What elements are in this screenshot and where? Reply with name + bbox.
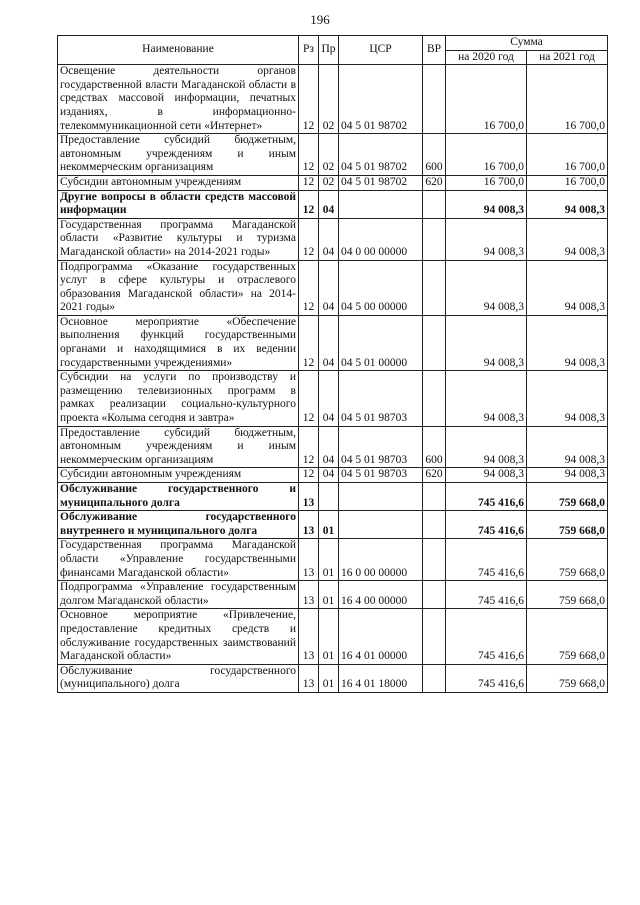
table-row — [58, 468, 608, 483]
row-name: Подпрограмма «Оказание государственных услуг в сфере культуры и отраслевого образования Магаданской области» на 2014-2021 годы» — [58, 260, 299, 315]
row-rz: 12 — [299, 218, 319, 260]
row-sum-2021: 759 668,0 — [527, 581, 608, 609]
row-name: Обслуживание государственного и муниципального долга — [58, 483, 299, 511]
row-sum-2021: 16 700,0 — [527, 65, 608, 134]
table-row — [58, 175, 608, 190]
row-rz: 13 — [299, 539, 319, 581]
header-name: Наименование — [58, 36, 299, 65]
row-name: Основное мероприятие «Привлечение, предоставление кредитных средств и обслуживание государственных заимствований Магаданской области» — [58, 609, 299, 664]
row-sum-2021: 16 700,0 — [527, 134, 608, 176]
row-pr — [319, 483, 339, 511]
row-sum-2021: 759 668,0 — [527, 539, 608, 581]
row-csr: 04 5 00 00000 — [339, 260, 423, 315]
row-vr — [423, 260, 446, 315]
row-pr: 02 — [319, 175, 339, 190]
row-sum-2021: 759 668,0 — [527, 664, 608, 692]
row-csr: 16 4 00 00000 — [339, 581, 423, 609]
row-sum-2020: 94 008,3 — [446, 260, 527, 315]
row-vr — [423, 511, 446, 539]
table-row — [58, 260, 608, 315]
row-pr: 02 — [319, 65, 339, 134]
row-vr — [423, 65, 446, 134]
row-sum-2020: 94 008,3 — [446, 371, 527, 426]
row-rz: 12 — [299, 468, 319, 483]
row-csr: 16 0 00 00000 — [339, 539, 423, 581]
row-sum-2020: 745 416,6 — [446, 539, 527, 581]
row-name: Обслуживание государственного (муниципального) долга — [58, 664, 299, 692]
row-pr: 01 — [319, 581, 339, 609]
header-vr: ВР — [423, 36, 446, 65]
row-sum-2021: 94 008,3 — [527, 190, 608, 218]
row-sum-2021: 759 668,0 — [527, 483, 608, 511]
row-sum-2020: 94 008,3 — [446, 190, 527, 218]
header-rz: Рз — [299, 36, 319, 65]
table-row — [58, 426, 608, 468]
row-pr: 01 — [319, 664, 339, 692]
row-sum-2021: 94 008,3 — [527, 260, 608, 315]
table-row — [58, 65, 608, 134]
row-csr — [339, 511, 423, 539]
table-row — [58, 664, 608, 692]
row-sum-2021: 94 008,3 — [527, 468, 608, 483]
table-row — [58, 539, 608, 581]
row-rz: 13 — [299, 581, 319, 609]
row-vr — [423, 371, 446, 426]
row-csr: 16 4 01 18000 — [339, 664, 423, 692]
row-rz: 13 — [299, 483, 319, 511]
row-vr — [423, 664, 446, 692]
row-sum-2021: 94 008,3 — [527, 218, 608, 260]
row-pr: 02 — [319, 134, 339, 176]
row-rz: 12 — [299, 426, 319, 468]
row-sum-2020: 16 700,0 — [446, 175, 527, 190]
header-csr: ЦСР — [339, 36, 423, 65]
row-rz: 12 — [299, 315, 319, 370]
table-body — [58, 65, 608, 693]
row-name: Обслуживание государственного внутреннего и муниципального долга — [58, 511, 299, 539]
row-vr — [423, 483, 446, 511]
row-sum-2021: 759 668,0 — [527, 511, 608, 539]
row-name: Субсидии на услуги по производству и размещению телевизионных программ в рамках реализации социально-культурного проекта «Колыма сегодня и завтра» — [58, 371, 299, 426]
table-row — [58, 371, 608, 426]
row-sum-2020: 745 416,6 — [446, 511, 527, 539]
table-row — [58, 190, 608, 218]
row-name: Другие вопросы в области средств массовой информации — [58, 190, 299, 218]
row-sum-2021: 16 700,0 — [527, 175, 608, 190]
row-csr: 04 5 01 98702 — [339, 134, 423, 176]
table-row — [58, 315, 608, 370]
row-vr: 600 — [423, 134, 446, 176]
row-sum-2020: 745 416,6 — [446, 483, 527, 511]
table-row — [58, 134, 608, 176]
row-csr — [339, 190, 423, 218]
row-name: Подпрограмма «Управление государственным долгом Магаданской области» — [58, 581, 299, 609]
row-name: Субсидии автономным учреждениям — [58, 468, 299, 483]
table-row — [58, 609, 608, 664]
row-csr: 16 4 01 00000 — [339, 609, 423, 664]
row-rz: 12 — [299, 134, 319, 176]
row-sum-2020: 745 416,6 — [446, 581, 527, 609]
row-csr: 04 5 01 98703 — [339, 371, 423, 426]
row-vr — [423, 609, 446, 664]
row-name: Освещение деятельности органов государственной власти Магаданской области в средствах массовой информации, печатных изданиях, в информационно-телекоммуникационной сети «Интернет» — [58, 65, 299, 134]
row-csr: 04 5 01 98703 — [339, 426, 423, 468]
row-sum-2020: 745 416,6 — [446, 609, 527, 664]
row-sum-2020: 94 008,3 — [446, 218, 527, 260]
row-sum-2020: 16 700,0 — [446, 134, 527, 176]
row-sum-2021: 94 008,3 — [527, 426, 608, 468]
row-rz: 12 — [299, 175, 319, 190]
row-rz: 12 — [299, 260, 319, 315]
row-csr: 04 5 01 98702 — [339, 175, 423, 190]
row-sum-2021: 94 008,3 — [527, 315, 608, 370]
row-name: Предоставление субсидий бюджетным, автономным учреждениям и иным некоммерческим организациям — [58, 426, 299, 468]
table-row — [58, 511, 608, 539]
row-rz: 13 — [299, 664, 319, 692]
row-vr — [423, 315, 446, 370]
row-sum-2020: 94 008,3 — [446, 468, 527, 483]
row-vr — [423, 539, 446, 581]
row-sum-2021: 94 008,3 — [527, 371, 608, 426]
row-csr: 04 5 01 00000 — [339, 315, 423, 370]
header-year-2021: на 2021 год — [527, 50, 608, 65]
row-rz: 13 — [299, 511, 319, 539]
row-sum-2020: 16 700,0 — [446, 65, 527, 134]
row-rz: 12 — [299, 371, 319, 426]
row-csr — [339, 483, 423, 511]
row-vr — [423, 581, 446, 609]
table-row — [58, 581, 608, 609]
row-pr: 04 — [319, 260, 339, 315]
row-pr: 01 — [319, 539, 339, 581]
header-sum: Сумма — [446, 36, 608, 51]
row-sum-2020: 94 008,3 — [446, 426, 527, 468]
row-csr: 04 5 01 98702 — [339, 65, 423, 134]
row-sum-2021: 759 668,0 — [527, 609, 608, 664]
header-year-2020: на 2020 год — [446, 50, 527, 65]
row-name: Субсидии автономным учреждениям — [58, 175, 299, 190]
row-name: Государственная программа Магаданской области «Развитие культуры и туризма Магаданской области» на 2014-2021 годы» — [58, 218, 299, 260]
header-pr: Пр — [319, 36, 339, 65]
row-vr: 620 — [423, 468, 446, 483]
row-vr — [423, 190, 446, 218]
row-sum-2020: 745 416,6 — [446, 664, 527, 692]
row-vr: 600 — [423, 426, 446, 468]
row-csr: 04 5 01 98703 — [339, 468, 423, 483]
row-vr: 620 — [423, 175, 446, 190]
table-row — [58, 483, 608, 511]
row-pr: 01 — [319, 609, 339, 664]
row-pr: 01 — [319, 511, 339, 539]
row-name: Основное мероприятие «Обеспечение выполнения функций государственными органами и находящимися в их ведении государственными учреждениями» — [58, 315, 299, 370]
page-number: 196 — [310, 12, 330, 27]
row-name: Государственная программа Магаданской области «Управление государственными финансами Магаданской области» — [58, 539, 299, 581]
row-csr: 04 0 00 00000 — [339, 218, 423, 260]
table-row — [58, 218, 608, 260]
row-pr: 04 — [319, 371, 339, 426]
row-pr: 04 — [319, 190, 339, 218]
row-rz: 13 — [299, 609, 319, 664]
row-pr: 04 — [319, 468, 339, 483]
row-vr — [423, 218, 446, 260]
budget-table — [57, 35, 608, 693]
row-sum-2020: 94 008,3 — [446, 315, 527, 370]
row-rz: 12 — [299, 65, 319, 134]
row-pr: 04 — [319, 315, 339, 370]
row-rz: 12 — [299, 190, 319, 218]
row-pr: 04 — [319, 426, 339, 468]
row-pr: 04 — [319, 218, 339, 260]
row-name: Предоставление субсидий бюджетным, автономным учреждениям и иным некоммерческим организациям — [58, 134, 299, 176]
